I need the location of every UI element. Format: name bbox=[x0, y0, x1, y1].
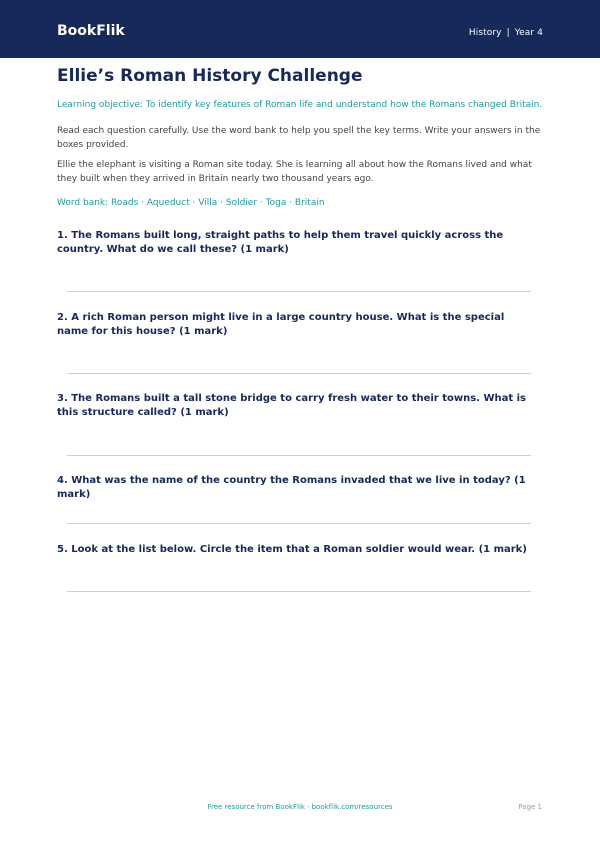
answer-line-1[interactable] bbox=[67, 291, 531, 292]
answer-line-5[interactable] bbox=[67, 591, 531, 592]
meta-separator: | bbox=[506, 28, 510, 38]
page-title: Ellie’s Roman History Challenge bbox=[57, 66, 363, 86]
question-4: 4. What was the name of the country the Romans invaded that we live in today? (1 mark) bbox=[57, 475, 526, 500]
question-3: 3. The Romans built a tall stone bridge to carry fresh water to their towns. What is this structure called? (1 mark) bbox=[57, 393, 526, 418]
page-header bbox=[0, 0, 600, 58]
question-5: 5. Look at the list below. Circle the item that a Roman soldier would wear. (1 mark) bbox=[57, 544, 527, 555]
instructions-text: Read each question carefully. Use the word bank to help you spell the key terms. Write your answers in the boxes provided. bbox=[57, 126, 541, 150]
footer-text: Free resource from BookFlik · bookflik.com/resources bbox=[207, 803, 393, 811]
page-number: Page 1 bbox=[518, 803, 542, 811]
question-2: 2. A rich Roman person might live in a large country house. What is the special name for this house? (1 mark) bbox=[57, 312, 505, 337]
question-1: 1. The Romans built long, straight paths to help them travel quickly across the country. What do we call these? (1 mark) bbox=[57, 230, 504, 255]
year-label: Year 4 bbox=[514, 28, 543, 38]
header-meta bbox=[469, 28, 543, 38]
learning-objective: Learning objective: To identify key features of Roman life and understand how the Romans changed Britain. bbox=[57, 100, 543, 110]
word-bank: Word bank: Roads · Aqueduct · Villa · Soldier · Toga · Britain bbox=[57, 198, 325, 208]
intro-text: Ellie the elephant is visiting a Roman site today. She is learning all about how the Romans lived and what they built when they arrived in Britain nearly two thousand years ago. bbox=[57, 160, 532, 184]
answer-line-3[interactable] bbox=[67, 455, 531, 456]
subject-label: History bbox=[468, 28, 502, 38]
answer-line-2[interactable] bbox=[67, 373, 531, 374]
answer-line-4[interactable] bbox=[67, 523, 531, 524]
brand-logo: BookFlik bbox=[57, 23, 125, 39]
